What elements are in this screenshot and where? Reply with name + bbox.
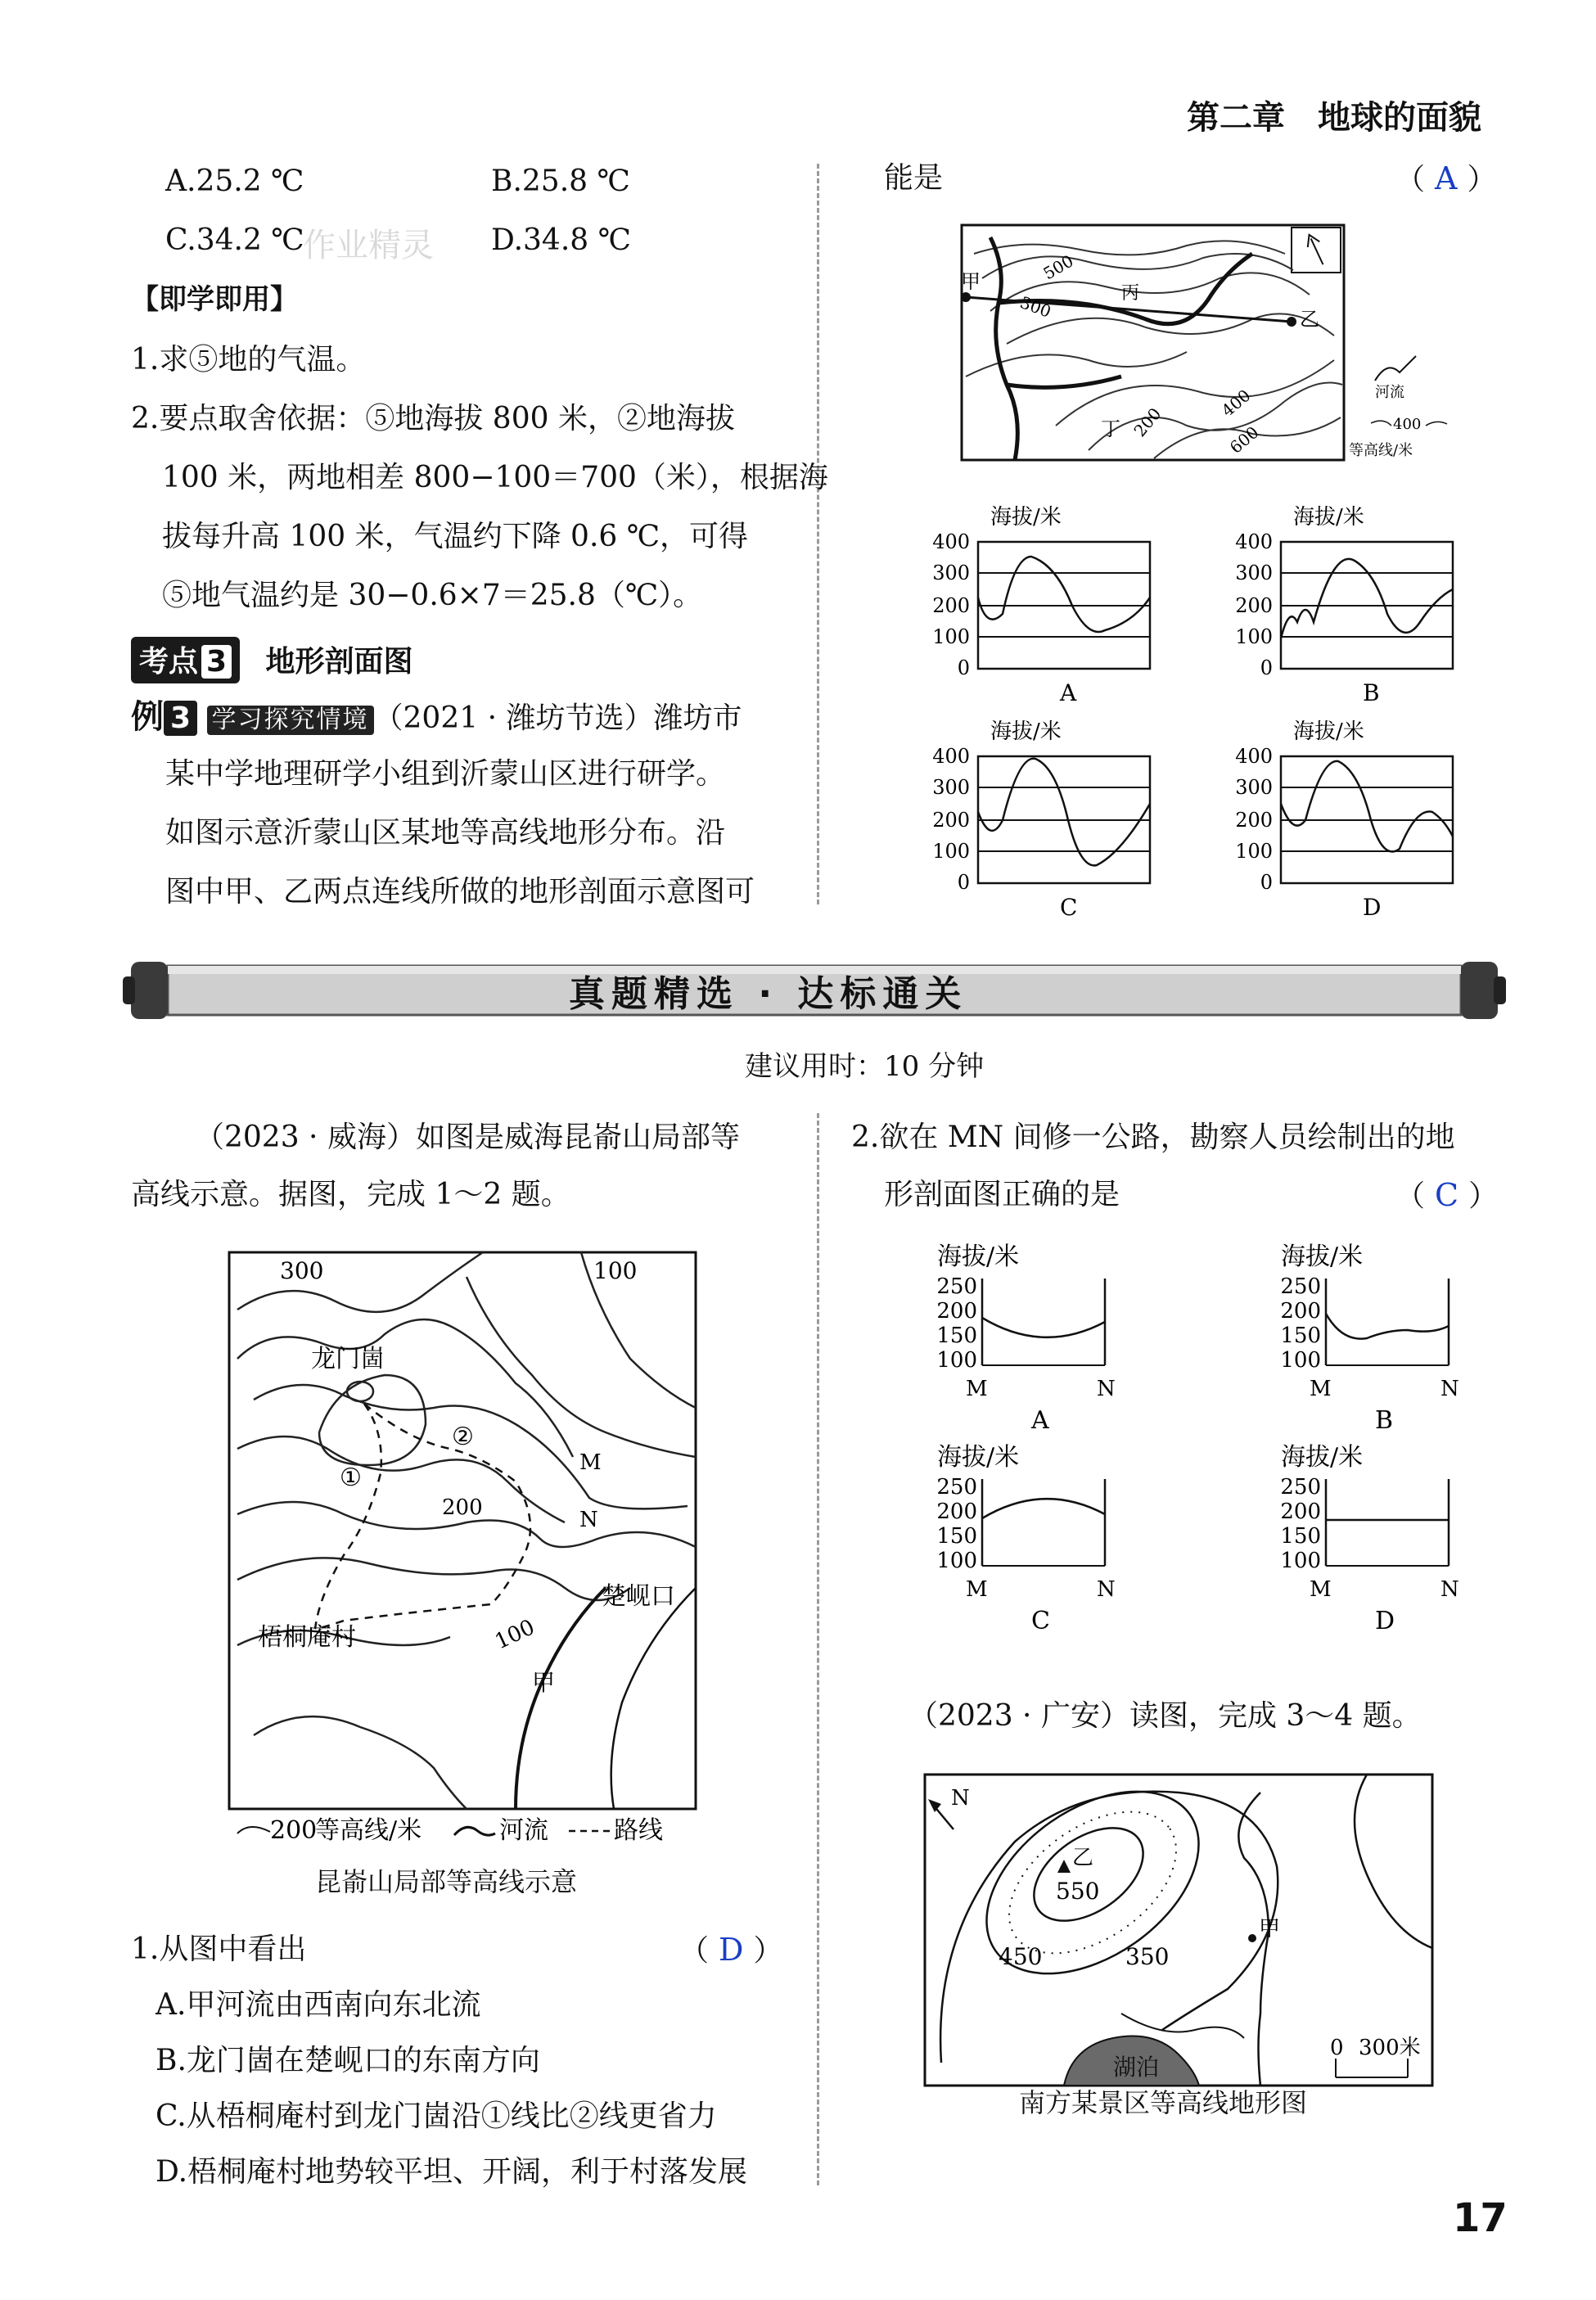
contour-map-kunyu <box>221 1244 712 1850</box>
tick-label: 200 <box>1235 594 1273 617</box>
q1-option-d: D.梧桐庵村地势较平坦、开阔，利于村落发展 <box>156 2155 748 2189</box>
tick-label: 100 <box>1235 625 1273 648</box>
option-d: D.34.8 ℃ <box>491 223 631 257</box>
tick-label: 250 <box>1280 1274 1321 1299</box>
tick-label: 0 <box>1260 656 1273 679</box>
tick-label: 250 <box>936 1274 977 1299</box>
svg-text:丁: 丁 <box>1101 417 1120 440</box>
svg-text:N: N <box>1440 1577 1459 1602</box>
contour-map-yimeng <box>958 221 1531 467</box>
tick-label: 100 <box>932 625 970 648</box>
svg-text:河流: 河流 <box>499 1816 548 1845</box>
tick-label: 300 <box>1235 561 1273 584</box>
tick-label: 300 <box>932 561 970 584</box>
profile-b-top <box>1235 505 1453 706</box>
svg-text:300米: 300米 <box>1359 2036 1421 2060</box>
svg-text:B: B <box>1375 1406 1394 1435</box>
svg-text:甲: 甲 <box>532 1669 556 1696</box>
example-line1: 例 3 学习探究情境 （2021 · 潍坊节选）潍坊市 <box>131 698 742 736</box>
weihai-intro-line1: （2023 · 威海）如图是威海昆嵛山局部等 <box>195 1121 740 1154</box>
weihai-intro-line2: 高线示意。据图，完成 1～2 题。 <box>131 1178 570 1211</box>
svg-text:等高线/米: 等高线/米 <box>315 1816 422 1845</box>
svg-text:海拔/米: 海拔/米 <box>990 505 1062 530</box>
tick-label: 150 <box>936 1324 977 1348</box>
example-line2: 某中学地理研学小组到沂蒙山区进行研学。 <box>165 757 726 791</box>
profile-charts-mn <box>900 1236 1555 1662</box>
kaodian-heading <box>131 637 413 683</box>
profile-c-top <box>932 719 1150 921</box>
svg-text:M: M <box>966 1577 988 1602</box>
q1-stem: 1.从图中看出 <box>131 1932 307 1966</box>
tick-label: 400 <box>932 530 970 553</box>
q2-line1: 2.欲在 MN 间修一公路，勘察人员绘制出的地 <box>851 1121 1455 1154</box>
svg-text:300: 300 <box>280 1257 324 1284</box>
svg-text:海拔/米: 海拔/米 <box>937 1443 1020 1472</box>
kunyu-caption: 昆嵛山局部等高线示意 <box>315 1866 578 1897</box>
q1-answer-bracket: （ D ） <box>679 1932 783 1968</box>
tick-label: 400 <box>932 745 970 768</box>
svg-text:200: 200 <box>442 1495 483 1520</box>
svg-text:N: N <box>579 1508 598 1532</box>
svg-text:200: 200 <box>1129 404 1165 441</box>
svg-text:400: 400 <box>1393 416 1422 433</box>
tick-label: 100 <box>1280 1348 1321 1373</box>
tick-label: 0 <box>957 656 970 679</box>
chapter-header: 第二章 地球的面貌 <box>1187 99 1481 137</box>
svg-text:M: M <box>966 1377 988 1401</box>
kunyu-legend <box>233 1809 708 1850</box>
tick-label: 150 <box>1280 1324 1321 1348</box>
q2-answer-bracket: （ C ） <box>1395 1177 1499 1213</box>
q2-line2: 形剖面图正确的是 <box>884 1178 1120 1211</box>
svg-text:梧桐庵村: 梧桐庵村 <box>258 1623 356 1652</box>
tick-label: 200 <box>936 1500 977 1524</box>
svg-text:400: 400 <box>1217 385 1255 421</box>
svg-text:海拔/米: 海拔/米 <box>1281 1443 1364 1472</box>
svg-text:N: N <box>1097 1377 1116 1401</box>
svg-text:M: M <box>579 1450 602 1475</box>
tick-label: 400 <box>1235 530 1273 553</box>
tick-label: 150 <box>1280 1524 1321 1549</box>
column-divider-top <box>817 164 819 904</box>
watermark: 作业精灵 <box>303 227 434 264</box>
profile-mn-d <box>1280 1443 1458 1635</box>
profile-charts-top <box>900 499 1555 925</box>
tick-label: 200 <box>932 809 970 832</box>
jixue-q2-line1: 2.要点取舍依据：⑤地海拔 800 米，②地海拔 <box>131 402 735 435</box>
q1-option-a: A.甲河流由西南向东北流 <box>156 1988 481 2022</box>
example-line3: 如图示意沂蒙山区某地等高线地形分布。沿 <box>165 816 726 850</box>
tick-label: 200 <box>1280 1299 1321 1324</box>
svg-text:②: ② <box>452 1423 474 1451</box>
svg-text:100: 100 <box>491 1615 539 1655</box>
svg-text:A: A <box>1031 1406 1049 1435</box>
svg-text:N: N <box>1440 1377 1459 1401</box>
profile-mn-a <box>936 1242 1115 1435</box>
tick-label: 250 <box>936 1475 977 1500</box>
svg-text:N: N <box>1097 1577 1116 1602</box>
answer-bracket-1: （ A ） <box>1395 160 1497 196</box>
profile-a-top <box>932 505 1150 706</box>
svg-text:乙: 乙 <box>1072 1846 1094 1870</box>
svg-text:100: 100 <box>593 1257 638 1284</box>
profile-mn-c <box>936 1443 1115 1635</box>
svg-text:C: C <box>1060 894 1078 921</box>
jixue-q1: 1.求⑤地的气温。 <box>131 343 366 377</box>
svg-text:龙门崮: 龙门崮 <box>311 1345 385 1373</box>
tick-label: 100 <box>936 1348 977 1373</box>
svg-text:300: 300 <box>1017 292 1054 322</box>
svg-text:D: D <box>1363 894 1382 921</box>
svg-text:甲: 甲 <box>961 270 981 293</box>
svg-text:湖泊: 湖泊 <box>1113 2054 1160 2081</box>
svg-text:甲: 甲 <box>1259 1917 1281 1941</box>
jixue-q2-line2: 100 米，两地相差 800−100＝700（米），根据海 <box>162 461 828 494</box>
tick-label: 200 <box>932 594 970 617</box>
page-number: 17 <box>1453 2195 1508 2241</box>
tick-label: 100 <box>1235 840 1273 863</box>
profile-d-top <box>1235 719 1453 921</box>
tick-label: 300 <box>1235 776 1273 799</box>
svg-text:0: 0 <box>1330 2036 1344 2060</box>
svg-text:海拔/米: 海拔/米 <box>1281 1242 1364 1271</box>
svg-text:海拔/米: 海拔/米 <box>1293 505 1364 530</box>
svg-text:等高线/米: 等高线/米 <box>1349 442 1413 459</box>
column-divider-bottom <box>817 1113 819 2185</box>
svg-text:200: 200 <box>270 1816 318 1845</box>
svg-text:海拔/米: 海拔/米 <box>937 1242 1020 1271</box>
tick-label: 400 <box>1235 745 1273 768</box>
scenic-caption: 南方某景区等高线地形图 <box>1019 2087 1308 2118</box>
tick-label: 300 <box>932 776 970 799</box>
suggested-time: 建议用时：10 分钟 <box>745 1050 985 1083</box>
option-a: A.25.2 ℃ <box>165 165 304 198</box>
svg-text:海拔/米: 海拔/米 <box>1293 719 1364 744</box>
svg-text:D: D <box>1375 1607 1395 1635</box>
svg-text:C: C <box>1031 1607 1050 1635</box>
svg-text:①: ① <box>340 1463 362 1492</box>
answer-1: A <box>1435 160 1458 196</box>
tick-label: 150 <box>936 1524 977 1549</box>
svg-text:M: M <box>1310 1577 1332 1602</box>
svg-text:N: N <box>951 1786 970 1811</box>
tick-label: 100 <box>1280 1549 1321 1573</box>
kaodian-badge: 考点 3 <box>131 637 240 683</box>
tick-label: 200 <box>1280 1500 1321 1524</box>
tick-label: 250 <box>1280 1475 1321 1500</box>
tick-label: 200 <box>936 1299 977 1324</box>
example-line4: 图中甲、乙两点连线所做的地形剖面示意图可 <box>165 875 755 909</box>
profile-mn-b <box>1280 1242 1458 1435</box>
svg-text:550: 550 <box>1056 1878 1100 1905</box>
svg-text:海拔/米: 海拔/米 <box>990 719 1062 744</box>
svg-text:350: 350 <box>1125 1943 1170 1970</box>
tick-label: 0 <box>1260 871 1273 894</box>
q1-option-b: B.龙门崮在楚岘口的东南方向 <box>156 2044 540 2077</box>
q1-option-c: C.从梧桐庵村到龙门崮沿①线比②线更省力 <box>156 2099 717 2133</box>
jixue-q2-line4: ⑤地气温约是 30−0.6×7＝25.8（℃）。 <box>162 579 703 612</box>
q2-answer: C <box>1435 1177 1459 1213</box>
svg-text:乙: 乙 <box>1300 308 1319 331</box>
svg-text:600: 600 <box>1225 422 1263 458</box>
svg-text:500: 500 <box>1039 250 1077 284</box>
example-tag: 学习探究情境 <box>207 706 374 735</box>
jixue-title: 【即学即用】 <box>131 283 298 316</box>
tick-label: 200 <box>1235 809 1273 832</box>
svg-text:B: B <box>1363 679 1380 706</box>
tick-label: 0 <box>957 871 970 894</box>
banner-title: 真题精选 · 达标通关 <box>569 973 968 1015</box>
kaodian-title: 地形剖面图 <box>265 645 413 679</box>
option-b: B.25.8 ℃ <box>491 165 630 198</box>
svg-text:路线: 路线 <box>614 1816 663 1845</box>
guangan-intro: （2023 · 广安）读图，完成 3～4 题。 <box>908 1699 1422 1733</box>
svg-text:河流: 河流 <box>1375 384 1404 401</box>
svg-text:A: A <box>1060 679 1077 706</box>
right-prompt: 能是 <box>884 161 944 195</box>
tick-label: 100 <box>932 840 970 863</box>
tick-label: 100 <box>936 1549 977 1573</box>
svg-text:丙: 丙 <box>1121 283 1140 304</box>
svg-text:楚岘口: 楚岘口 <box>602 1582 675 1611</box>
svg-text:450: 450 <box>999 1943 1043 1970</box>
svg-text:M: M <box>1310 1377 1332 1401</box>
jixue-q2-line3: 拔每升高 100 米，气温约下降 0.6 ℃，可得 <box>162 520 749 553</box>
option-c: C.34.2 ℃ <box>165 223 304 257</box>
q1-answer: D <box>719 1932 744 1968</box>
contour-map-scenic <box>917 1768 1440 2136</box>
